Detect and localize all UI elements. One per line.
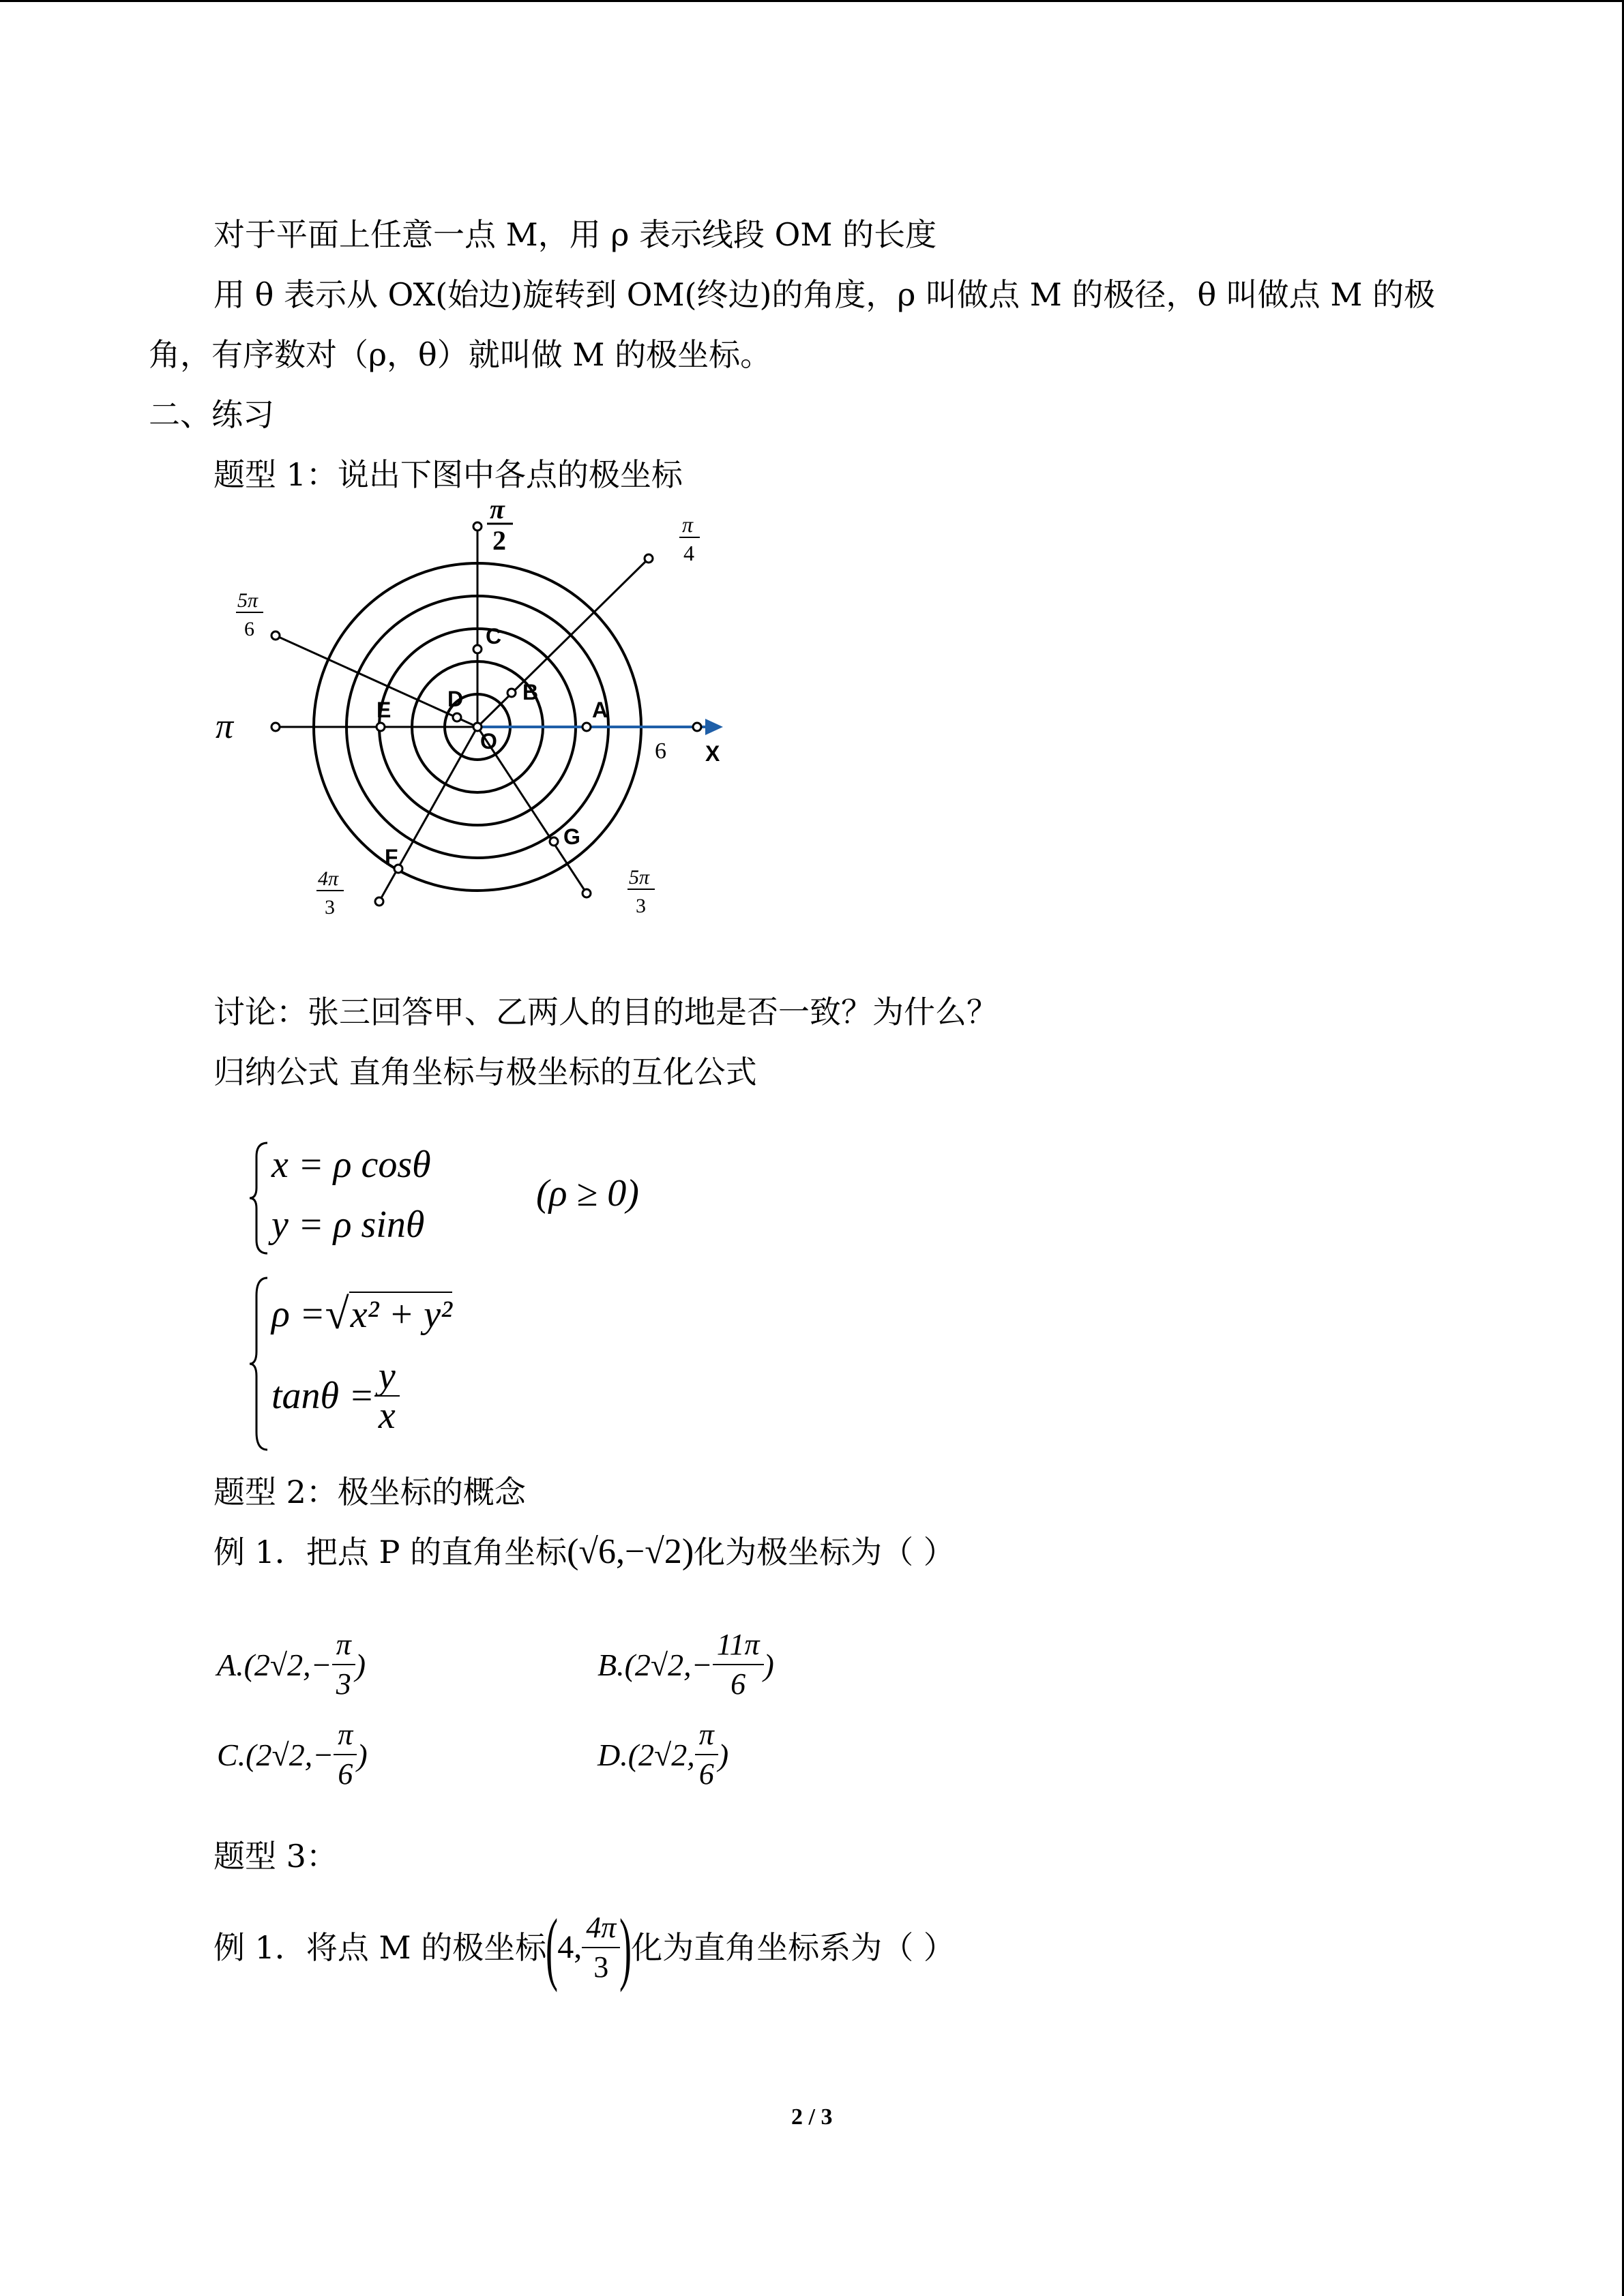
option-d bbox=[597, 1716, 728, 1793]
option-d-label: D.(2√2, bbox=[597, 1737, 695, 1772]
option-c-den: 6 bbox=[338, 1757, 353, 1791]
option-c-label: C.(2√2,− bbox=[217, 1737, 334, 1772]
option-a bbox=[217, 1626, 366, 1703]
axis-label-x: X bbox=[705, 741, 720, 766]
top-border bbox=[0, 0, 1624, 2]
type3-example-suffix: 化为直角坐标系为（ ） bbox=[631, 1929, 955, 1966]
radius-label: 6 bbox=[655, 739, 666, 764]
section-title: 二、练习 bbox=[149, 396, 274, 433]
type3-example bbox=[213, 1902, 955, 1993]
type3-title: 题型 3： bbox=[213, 1838, 338, 1875]
point-b-dot bbox=[507, 689, 516, 697]
angle-4pi-over-3-den: 3 bbox=[325, 896, 335, 919]
polar-diagram bbox=[205, 505, 750, 927]
formula-rho bbox=[271, 1289, 452, 1339]
angle-5pi-over-6-num: 5π bbox=[237, 589, 259, 612]
option-a-close: ) bbox=[355, 1647, 366, 1682]
option-b-close: ) bbox=[763, 1647, 774, 1682]
option-b-label: B.(2√2,− bbox=[597, 1647, 713, 1682]
option-a-num: π bbox=[332, 1626, 355, 1665]
type2-example bbox=[213, 1532, 955, 1572]
brace-1 bbox=[247, 1140, 274, 1256]
angle-pi-over-2-num: π bbox=[490, 505, 505, 524]
option-d-fraction bbox=[695, 1716, 718, 1793]
option-d-close: ) bbox=[718, 1737, 729, 1772]
formula-tan bbox=[271, 1357, 400, 1435]
point-label-o: O bbox=[480, 729, 497, 754]
formula-tan-lhs: tanθ = bbox=[271, 1375, 374, 1417]
x-axis-arrow bbox=[705, 719, 723, 735]
option-d-den: 6 bbox=[698, 1757, 714, 1791]
type3-coord-num: 4π bbox=[582, 1909, 620, 1948]
point-label-c: C bbox=[486, 624, 502, 648]
formula-tan-num: y bbox=[374, 1357, 400, 1397]
option-c-close: ) bbox=[357, 1737, 368, 1772]
point-label-d: D bbox=[447, 687, 464, 711]
option-a-label: A.(2√2,− bbox=[217, 1647, 332, 1682]
point-label-b: B bbox=[522, 680, 539, 704]
point-d-dot bbox=[453, 713, 461, 721]
formula-y: y = ρ sinθ bbox=[271, 1204, 425, 1246]
type3-example-prefix: 例 1．将点 M 的极坐标 bbox=[213, 1929, 547, 1966]
brace-2 bbox=[247, 1275, 274, 1452]
point-label-g: G bbox=[563, 824, 580, 849]
option-b-fraction bbox=[713, 1626, 764, 1703]
intro-line-3: 角，有序数对（ρ，θ）就叫做 M 的极坐标。 bbox=[149, 336, 772, 373]
option-c-num: π bbox=[334, 1716, 357, 1755]
intro-line-2: 用 θ 表示从 OX(始边)旋转到 OM(终边)的角度，ρ 叫做点 M 的极径，θ 叫做点 M 的极 bbox=[213, 276, 1436, 313]
option-d-num: π bbox=[695, 1716, 718, 1755]
type2-example-coord: (√6,−√2) bbox=[567, 1532, 694, 1571]
point-label-e: E bbox=[377, 698, 392, 722]
option-a-fraction bbox=[332, 1626, 355, 1703]
intro-line-1: 对于平面上任意一点 M，用 ρ 表示线段 OM 的长度 bbox=[213, 216, 937, 253]
discussion: 讨论：张三回答甲、乙两人的目的地是否一致？为什么？ bbox=[213, 994, 998, 1030]
formula-rho-lhs: ρ = bbox=[271, 1293, 325, 1335]
point-e-dot bbox=[377, 723, 385, 731]
formula-condition: (ρ ≥ 0) bbox=[536, 1172, 639, 1214]
angle-pi-over-4-den: 4 bbox=[683, 541, 694, 565]
option-a-den: 3 bbox=[336, 1667, 351, 1701]
page-number: 2 / 3 bbox=[791, 2104, 833, 2130]
type2-example-suffix: 化为极坐标为（ ） bbox=[694, 1534, 955, 1570]
type3-right-paren: ) bbox=[619, 1902, 632, 1993]
option-b-num: 11π bbox=[713, 1626, 764, 1665]
type3-coord-fraction bbox=[582, 1909, 620, 1986]
formula-rho-radicand: x² + y² bbox=[349, 1292, 452, 1337]
sqrt-sign: √ bbox=[325, 1289, 349, 1338]
point-label-f: F bbox=[385, 845, 398, 869]
formula-tan-den: x bbox=[378, 1395, 396, 1437]
ray-pi-over-4 bbox=[477, 558, 649, 727]
formula-tan-fraction bbox=[374, 1357, 400, 1435]
ray-4pi-over-3 bbox=[379, 727, 477, 901]
point-label-a: A bbox=[592, 698, 608, 722]
option-b bbox=[597, 1626, 774, 1703]
type2-title: 题型 2：极坐标的概念 bbox=[213, 1474, 526, 1510]
type3-left-paren: ( bbox=[546, 1902, 559, 1993]
summary: 归纳公式 直角坐标与极坐标的互化公式 bbox=[213, 1054, 757, 1090]
angle-pi-over-4-num: π bbox=[682, 512, 694, 537]
point-c-dot bbox=[473, 645, 482, 653]
angle-5pi-over-3-den: 3 bbox=[636, 895, 646, 917]
angle-pi: π bbox=[216, 707, 234, 746]
type3-coord-lead: 4, bbox=[557, 1929, 582, 1965]
option-c-fraction bbox=[334, 1716, 357, 1793]
angle-5pi-over-6-den: 6 bbox=[244, 618, 254, 640]
option-b-den: 6 bbox=[730, 1667, 746, 1701]
type3-coord-den: 3 bbox=[593, 1950, 609, 1984]
point-a-dot bbox=[582, 723, 591, 731]
type1-title: 题型 1：说出下图中各点的极坐标 bbox=[213, 456, 683, 493]
angle-4pi-over-3-num: 4π bbox=[318, 867, 339, 890]
angle-pi-over-2-den: 2 bbox=[492, 525, 506, 556]
option-c bbox=[217, 1716, 368, 1793]
formula-x: x = ρ cosθ bbox=[271, 1144, 431, 1186]
angle-5pi-over-3-num: 5π bbox=[629, 866, 650, 889]
point-g-dot bbox=[550, 837, 558, 846]
type2-example-prefix: 例 1．把点 P 的直角坐标 bbox=[213, 1534, 567, 1570]
